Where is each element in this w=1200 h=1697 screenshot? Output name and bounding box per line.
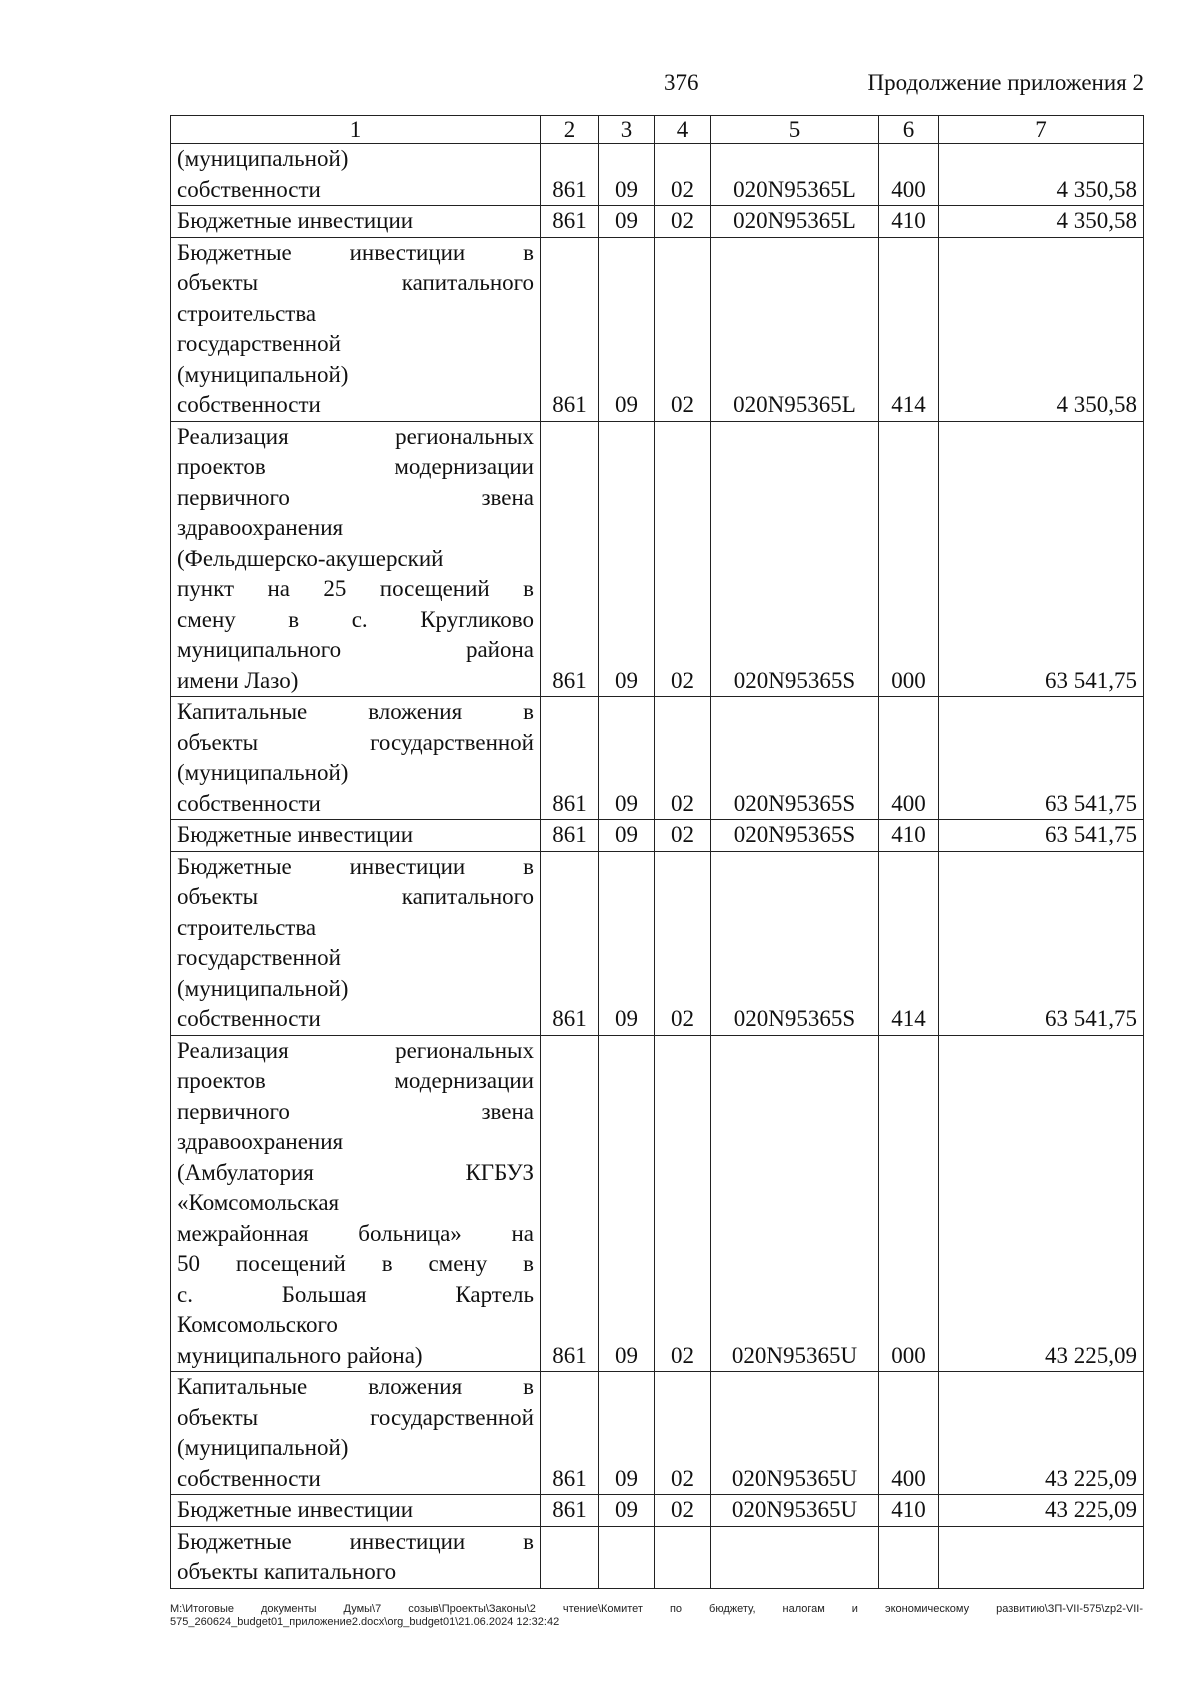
row-name-line: объекты капитального (177, 270, 534, 295)
expense-type-cell: 410 (879, 206, 939, 238)
subsection-cell: 02 (655, 421, 711, 697)
row-name-line: объекты капитального (177, 884, 534, 909)
table-row (171, 1526, 1144, 1588)
amount-cell: 63 541,75 (939, 851, 1144, 1035)
row-name-line: объекты государственной (177, 729, 534, 755)
row-name-line: здравоохранения (177, 1129, 344, 1154)
subsection-cell: 02 (655, 820, 711, 852)
expense-type-cell: 414 (879, 237, 939, 421)
expense-type-cell: 400 (879, 144, 939, 206)
amount-cell: 43 225,09 (939, 1372, 1144, 1495)
expense-type-cell: 000 (879, 1035, 939, 1372)
row-name-line: Бюджетные инвестиции в (177, 853, 534, 879)
expense-type-cell (879, 1526, 939, 1588)
amount-cell: 63 541,75 (939, 697, 1144, 820)
row-name-line: объекты капитального (177, 1559, 397, 1584)
row-name-line: Реализация региональных (177, 1037, 534, 1063)
target-article-cell (711, 1526, 879, 1588)
row-name-cell (171, 1035, 541, 1372)
continuation-title: Продолжение приложения 2 (867, 70, 1144, 95)
row-name-cell (171, 1372, 541, 1495)
table-row (171, 421, 1144, 697)
expense-type-cell: 400 (879, 1372, 939, 1495)
table-row (171, 237, 1144, 421)
target-article-cell: 020N95365S (711, 820, 879, 852)
column-header-7: 7 (939, 116, 1144, 144)
ministry-code-cell: 861 (541, 421, 599, 697)
section-cell: 09 (599, 1372, 655, 1495)
amount-cell: 63 541,75 (939, 820, 1144, 852)
target-article-cell: 020N95365S (711, 697, 879, 820)
row-name-line: собственности (177, 790, 321, 816)
row-name-line: (муниципальной) (177, 146, 349, 171)
subsection-cell: 02 (655, 697, 711, 820)
target-article-cell: 020N95365U (711, 1495, 879, 1527)
row-name-line: межрайонная больница» на (177, 1220, 534, 1246)
row-name-line: Комсомольского (177, 1312, 338, 1337)
row-name-cell (171, 206, 541, 238)
row-name-line: муниципального района) (177, 1342, 423, 1368)
amount-cell: 4 350,58 (939, 237, 1144, 421)
target-article-cell: 020N95365S (711, 421, 879, 697)
row-name-line: строительства (177, 914, 317, 940)
row-name-line: собственности (177, 1465, 321, 1491)
target-article-cell: 020N95365S (711, 851, 879, 1035)
row-name-line: проектов модернизации (177, 1068, 534, 1093)
table-row (171, 697, 1144, 820)
section-cell (599, 1526, 655, 1588)
subsection-cell: 02 (655, 237, 711, 421)
subsection-cell: 02 (655, 1035, 711, 1372)
table-row (171, 144, 1144, 206)
ministry-code-cell: 861 (541, 237, 599, 421)
section-cell: 09 (599, 697, 655, 820)
row-name-cell (171, 697, 541, 820)
row-name-line: пункт на 25 посещений в (177, 576, 534, 601)
amount-cell: 4 350,58 (939, 206, 1144, 238)
row-name-line: смену в с. Кругликово (177, 606, 534, 632)
expense-type-cell: 000 (879, 421, 939, 697)
section-cell: 09 (599, 1495, 655, 1527)
subsection-cell (655, 1526, 711, 1588)
budget-table (170, 115, 1144, 1589)
row-name-line: (муниципальной) (177, 361, 349, 387)
row-name-line: (Фельдшерско-акушерский (177, 545, 444, 571)
target-article-cell: 020N95365U (711, 1372, 879, 1495)
expense-type-cell: 410 (879, 1495, 939, 1527)
ministry-code-cell: 861 (541, 1495, 599, 1527)
row-name-cell (171, 851, 541, 1035)
target-article-cell: 020N95365L (711, 237, 879, 421)
row-name-line: собственности (177, 392, 321, 417)
row-name-line: Бюджетные инвестиции в (177, 239, 534, 265)
ministry-code-cell: 861 (541, 206, 599, 238)
row-name-line: проектов модернизации (177, 454, 534, 479)
row-name-cell (171, 1526, 541, 1588)
table-body (171, 144, 1144, 1589)
subsection-cell: 02 (655, 206, 711, 238)
row-name-line: (муниципальной) (177, 975, 349, 1001)
document-path-footer: M:\Итоговые документы Думы\7 созыв\Проекты\Законы\2 чтение\Комитет по бюджету, налогам и экономическому развитию\ЗП-VII-575\zp2-VII-575_260624_budget01_приложение2.docx\org_budget01\21.06.2024 12:32:42 (170, 1603, 1143, 1628)
column-header-3: 3 (599, 116, 655, 144)
row-name-line: 50 посещений в смену в (177, 1251, 534, 1276)
table-row (171, 1372, 1144, 1495)
row-name-cell (171, 144, 541, 206)
ministry-code-cell: 861 (541, 144, 599, 206)
row-name-line: объекты государственной (177, 1404, 534, 1430)
amount-cell: 4 350,58 (939, 144, 1144, 206)
row-name-line: (Амбулатория КГБУЗ (177, 1159, 534, 1185)
row-name-cell (171, 421, 541, 697)
table-row (171, 206, 1144, 238)
subsection-cell: 02 (655, 1495, 711, 1527)
expense-type-cell: 400 (879, 697, 939, 820)
table-row (171, 820, 1144, 852)
section-cell: 09 (599, 144, 655, 206)
amount-cell: 43 225,09 (939, 1035, 1144, 1372)
row-name-line: (муниципальной) (177, 1435, 349, 1460)
row-name-line: Капитальные вложения в (177, 1374, 534, 1399)
row-name-line: Капитальные вложения в (177, 699, 534, 724)
section-cell: 09 (599, 820, 655, 852)
row-name-line: Реализация региональных (177, 423, 534, 449)
subsection-cell: 02 (655, 1372, 711, 1495)
column-header-6: 6 (879, 116, 939, 144)
header-row (171, 116, 1144, 144)
subsection-cell: 02 (655, 851, 711, 1035)
table-row (171, 1035, 1144, 1372)
row-name-cell (171, 820, 541, 852)
ministry-code-cell: 861 (541, 1372, 599, 1495)
row-name-line: здравоохранения (177, 515, 344, 540)
ministry-code-cell (541, 1526, 599, 1588)
ministry-code-cell: 861 (541, 697, 599, 820)
expense-type-cell: 410 (879, 820, 939, 852)
row-name-line: с. Большая Картель (177, 1281, 534, 1307)
row-name-line: первичного звена (177, 484, 534, 510)
row-name-line: собственности (177, 1006, 321, 1031)
row-name-line: государственной (177, 945, 341, 970)
section-cell: 09 (599, 1035, 655, 1372)
row-name-line: государственной (177, 331, 341, 356)
target-article-cell: 020N95365L (711, 144, 879, 206)
section-cell: 09 (599, 851, 655, 1035)
row-name-line: «Комсомольская (177, 1190, 340, 1215)
ministry-code-cell: 861 (541, 851, 599, 1035)
subsection-cell: 02 (655, 144, 711, 206)
amount-cell (939, 1526, 1144, 1588)
row-name-line: первичного звена (177, 1098, 534, 1124)
row-name-line: (муниципальной) (177, 760, 349, 785)
row-name-line: собственности (177, 176, 321, 202)
expense-type-cell: 414 (879, 851, 939, 1035)
column-header-2: 2 (541, 116, 599, 144)
row-name-line: Бюджетные инвестиции (177, 208, 414, 233)
row-name-line: Бюджетные инвестиции (177, 822, 414, 847)
column-header-1: 1 (171, 116, 541, 144)
table-row (171, 851, 1144, 1035)
target-article-cell: 020N95365U (711, 1035, 879, 1372)
section-cell: 09 (599, 206, 655, 238)
amount-cell: 63 541,75 (939, 421, 1144, 697)
row-name-line: Бюджетные инвестиции (177, 1497, 414, 1522)
target-article-cell: 020N95365L (711, 206, 879, 238)
page-number: 376 (664, 70, 699, 95)
row-name-line: муниципального района (177, 637, 534, 662)
section-cell: 09 (599, 421, 655, 697)
row-name-line: имени Лазо) (177, 667, 299, 693)
row-name-cell (171, 1495, 541, 1527)
section-cell: 09 (599, 237, 655, 421)
amount-cell: 43 225,09 (939, 1495, 1144, 1527)
row-name-cell (171, 237, 541, 421)
column-header-5: 5 (711, 116, 879, 144)
row-name-line: строительства (177, 300, 317, 326)
row-name-line: Бюджетные инвестиции в (177, 1528, 534, 1554)
ministry-code-cell: 861 (541, 820, 599, 852)
column-header-4: 4 (655, 116, 711, 144)
table-row (171, 1495, 1144, 1527)
ministry-code-cell: 861 (541, 1035, 599, 1372)
